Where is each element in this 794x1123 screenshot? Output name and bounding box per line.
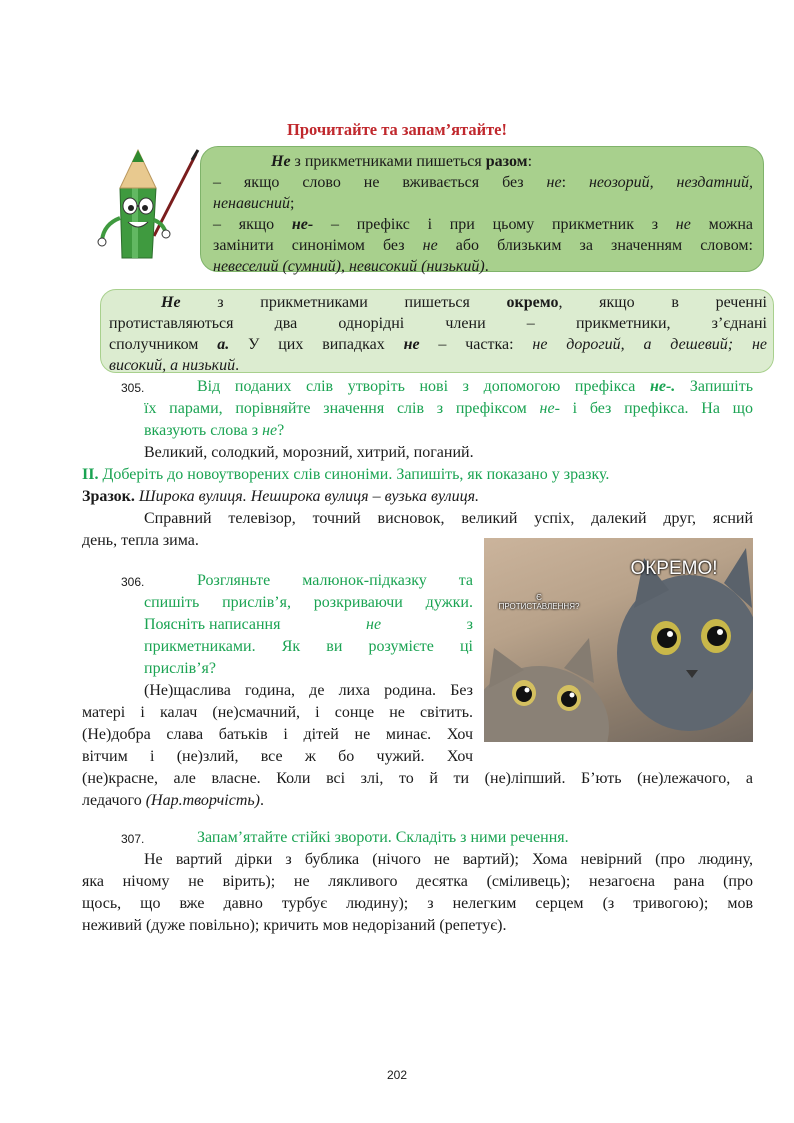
image-caption-big: ОКРЕМО! [630, 558, 718, 579]
ex306-text-line1: (Не)щаслива година, де лиха родина. Без [144, 682, 473, 699]
rule2-text: . [235, 357, 240, 374]
ex305-prefix: не-. [649, 378, 676, 395]
rule2-text: , якщо в реченні [558, 294, 767, 311]
ex305-task-line3 [144, 420, 284, 442]
ex305-task-text: ? [277, 422, 285, 439]
ex306-task-line4: прикметниками. Як ви розумієте ці [144, 638, 473, 655]
ex306-text-line2: матері і калач (не)смачний, і сонце не світить. [82, 704, 473, 721]
rule2-bold: окремо [506, 294, 559, 311]
ex305-list-line2: день, тепла зима. [82, 532, 199, 549]
pencil-mascot-icon [92, 148, 204, 270]
sample-text: Широка вулиця. Неширока вулиця – вузька вулиця. [134, 488, 480, 505]
ex305-part2 [82, 464, 609, 486]
rule1-ne-italic: не [422, 237, 438, 254]
ex305-prefix: не [262, 422, 278, 439]
rule1-text: з прикметниками пишеться [290, 153, 486, 170]
rule2-conjunction: а. [217, 336, 230, 353]
rule1-example: невеселий (сумний), невисокий (низький) [213, 258, 485, 275]
rule1-text: – префікс і при цьому прикметник з [313, 216, 676, 233]
ex305-task-text: їх парами, порівняйте значення слів з префіксом [144, 400, 540, 417]
image-caption-small-line1: Є [536, 593, 542, 602]
rule1-text: можна [690, 216, 754, 233]
rule-box-together [200, 146, 764, 275]
rule2-text: з прикметниками пишеться [180, 294, 507, 311]
rule2-example: високий, а низький [109, 357, 236, 374]
rule1-text: – якщо слово не вживається без [213, 174, 547, 191]
rule1-ne: Не [271, 153, 291, 170]
ex306-text: . [260, 792, 264, 809]
rule1-example: ненависний [213, 195, 290, 212]
ex307-text-line1: Не вартий дірки з бублика (нічого не вартий); Хома невірний (про людину, [144, 851, 753, 868]
image-caption-small [484, 593, 594, 611]
ex307-text-line4: неживий (дуже повільно); кричить мов недорізаний (репетує). [82, 917, 507, 934]
rule1-line5 [213, 235, 753, 256]
ex306-source: (Нар.творчість) [145, 792, 260, 809]
rule-box-separately [100, 289, 774, 373]
exercise-number: 305. [121, 381, 145, 395]
rule2-line2: протиставляються два однорідні члени – прикметники, з’єднані [109, 315, 767, 332]
page-number: 202 [386, 1068, 408, 1082]
section-title: Прочитайте та запам’ятайте! [286, 120, 507, 139]
part2-text: Доберіть до новоутворених слів синоніми. Запишіть, як показано у зразку. [98, 466, 610, 483]
ex305-words: Великий, солодкий, морозний, хитрий, поганий. [144, 444, 474, 461]
exercise-number: 306. [121, 575, 145, 589]
ex306-task-line5: прислів’я? [144, 660, 216, 677]
ex306-task-line1: Розгляньте малюнок-підказку та [197, 572, 473, 589]
ex305-task-line1 [197, 376, 753, 398]
rule2-line4 [109, 355, 767, 376]
rule1-bold: разом [485, 153, 528, 170]
ex306-text-line3: (Не)добра слава батьків і дітей не минає. Хоч [82, 726, 473, 743]
rule2-line3 [109, 334, 767, 355]
rule2-ne: Не [161, 294, 181, 311]
rule1-text: : [527, 153, 533, 170]
ex305-task-text: вказують слова з [144, 422, 263, 439]
ex305-sample [82, 486, 479, 508]
cats-hint-image [484, 538, 753, 742]
ex307-text-line3: щось, що вже давно турбує людину); з нелегким серцем (з тривогою); мов [82, 895, 753, 912]
ex306-task-text: з [466, 616, 473, 633]
ex307-text-line2: яка нічому не вірить); не лякливого десятка (сміливець); незагоєна рана (про [82, 873, 753, 890]
sample-label: Зразок. [82, 488, 135, 505]
ex306-task-text: Поясніть написання [144, 616, 281, 633]
rule1-line4 [213, 214, 753, 235]
ex305-task-text: і без префікса. На що [559, 400, 753, 417]
ex306-text-line4: вітчим і (не)злий, все ж бо чужий. Хоч [82, 748, 473, 765]
rule1-text: або близьким за значенням словом: [437, 237, 753, 254]
rule2-text: сполучником [109, 336, 218, 353]
ex306-text-line6 [82, 790, 264, 812]
rule1-prefix: не- [291, 216, 314, 233]
rule2-line1 [109, 292, 767, 313]
rule2-ne: не [403, 336, 420, 353]
part2-number: ІІ. [82, 466, 99, 483]
ex305-task-text: Від поданих слів утворіть нові з допомогою префікса [197, 378, 650, 395]
rule1-example: неозорий, нездатний, [588, 174, 753, 191]
rule1-text: – якщо [213, 216, 292, 233]
rule2-text: – частка: [419, 336, 533, 353]
rule1-line2 [213, 172, 753, 193]
ex307-task: Запам’ятайте стійкі звороти. Складіть з ними речення. [197, 829, 569, 846]
ex306-text-line5: (не)красне, але власне. Коли всі злі, то й ти (не)ліпший. Б’ють (не)лежачого, а [82, 770, 753, 787]
ex306-task-line2: спишіть прислів’я, розкриваючи дужки. [144, 594, 473, 611]
rule1-ne-italic: не [546, 174, 562, 191]
image-caption-small-line2: ПРОТИСТАВЛЕННЯ? [498, 602, 580, 611]
ex306-text: ледачого [82, 792, 146, 809]
exercise-number: 307. [121, 832, 145, 846]
rule2-text: У цих випадках [229, 336, 404, 353]
ex305-prefix: не- [539, 400, 560, 417]
rule1-text: замінити синонімом без [213, 237, 423, 254]
ex306-ne: не [366, 616, 382, 633]
rule1-line6 [213, 256, 753, 277]
ex305-task-line2 [144, 398, 753, 420]
rule1-line3 [213, 193, 753, 214]
ex306-task-line3 [144, 614, 473, 636]
rule1-text: : [561, 174, 589, 191]
rule1-text: . [484, 258, 489, 275]
ex305-task-text: Запишіть [675, 378, 753, 395]
ex305-list-line1: Справний телевізор, точний висновок, великий успіх, далекий друг, ясний [144, 510, 753, 527]
rule1-line1 [213, 151, 753, 172]
rule1-text: ; [289, 195, 295, 212]
rule1-ne-italic: не [675, 216, 691, 233]
rule2-example: не дорогий, а дешевий; не [532, 336, 768, 353]
